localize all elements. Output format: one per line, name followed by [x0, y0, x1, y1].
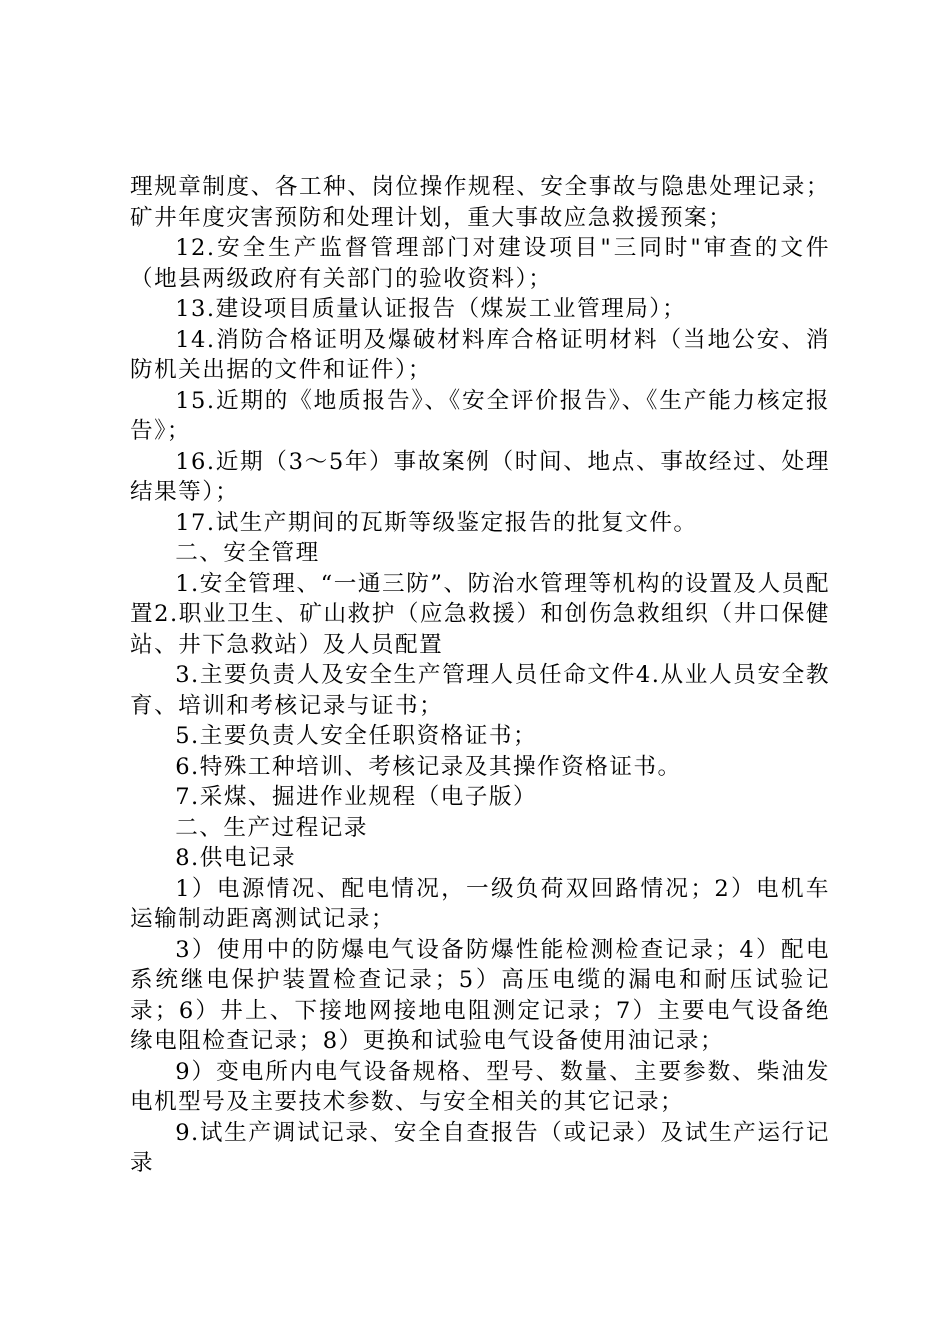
document-body — [130, 172, 830, 1179]
item-8-sub-1-2: 1）电源情况、配电情况，一级负荷双回路情况；2）电机车运输制动距离测试记录； — [130, 875, 830, 932]
item-13: 13.建设项目质量认证报告（煤炭工业管理局）； — [175, 296, 687, 322]
item-5: 5.主要负责人安全任职资格证书； — [175, 723, 538, 749]
section-heading-safety-management: 二、安全管理 — [175, 540, 320, 566]
item-8-sub-9: 9）变电所内电气设备规格、型号、数量、主要参数、柴油发电机型号及主要技术参数、与安全相关的其它记录； — [130, 1058, 830, 1115]
item-8-sub-3-8: 3）使用中的防爆电气设备防爆性能检测检查记录；4）配电系统继电保护装置检查记录；5）高压电缆的漏电和耐压试验记录；6）井上、下接地网接地电阻测定记录；7）主要电气设备绝缘电阻检查记录；8）更换和试验电气设备使用油记录； — [130, 936, 830, 1054]
section-heading-production-records: 二、生产过程记录 — [175, 814, 368, 841]
item-1-2: 1.安全管理、“一通三防”、防治水管理等机构的设置及人员配置2.职业卫生、矿山救护（应急救援）和创伤急救组织（井口保健站、井下急救站）及人员配置 — [130, 570, 830, 658]
item-6: 6.特殊工种培训、考核记录及其操作资格证书。 — [175, 753, 682, 780]
item-14: 14.消防合格证明及爆破材料库合格证明材料（当地公安、消防机关出据的文件和证件）； — [130, 326, 830, 383]
item-7: 7.采煤、掘进作业规程（电子版） — [175, 784, 538, 810]
item-16: 16.近期（3～5年）事故案例（时间、地点、事故经过、处理结果等）； — [130, 448, 830, 505]
item-17: 17.试生产期间的瓦斯等级鉴定报告的批复文件。 — [175, 509, 698, 536]
paragraph-continued: 理规章制度、各工种、岗位操作规程、安全事故与隐患处理记录；矿井年度灾害预防和处理计划，重大事故应急救援预案； — [130, 174, 830, 231]
item-9: 9.试生产调试记录、安全自查报告（或记录）及试生产运行记录 — [130, 1119, 830, 1176]
item-15: 15.近期的《地质报告》、《安全评价报告》、《生产能力核定报告》； — [130, 387, 830, 444]
item-3-4: 3.主要负责人及安全生产管理人员任命文件4.从业人员安全教育、培训和考核记录与证书； — [130, 662, 830, 719]
item-8: 8.供电记录 — [175, 845, 297, 871]
item-12: 12.安全生产监督管理部门对建设项目"三同时"审查的文件（地县两级政府有关部门的验收资料）； — [130, 235, 830, 292]
